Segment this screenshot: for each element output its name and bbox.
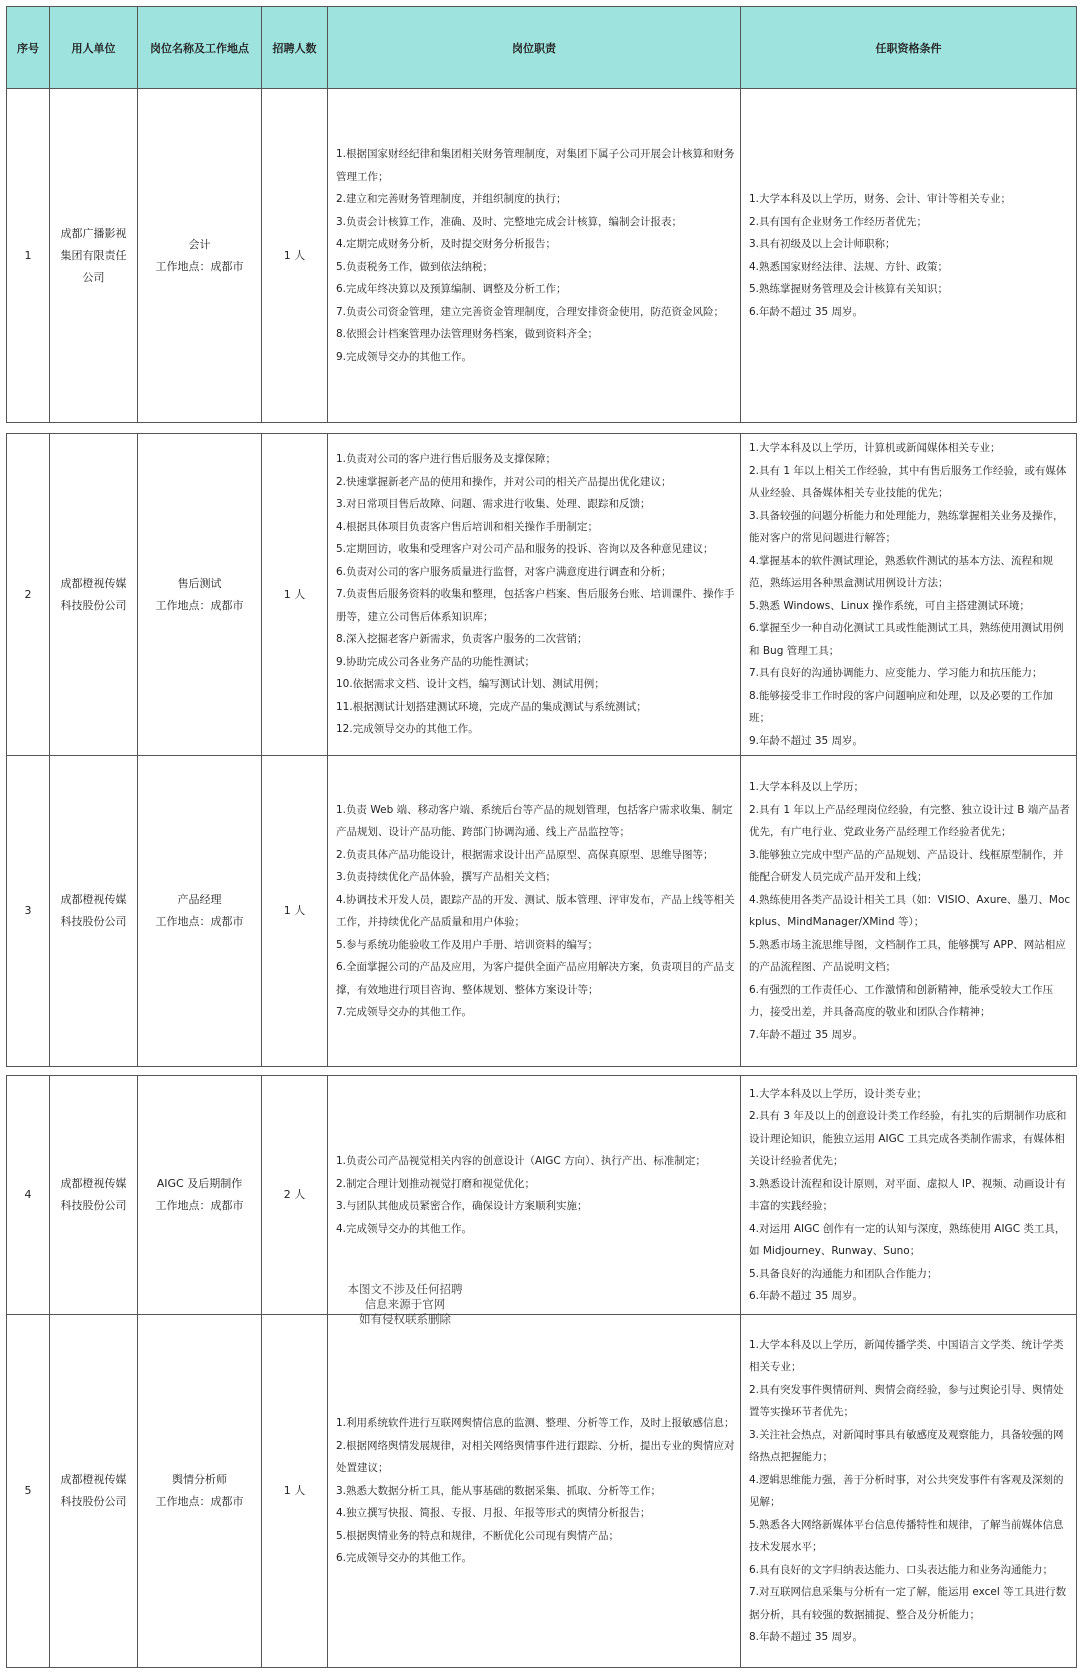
requirement-item: 3.能够独立完成中型产品的产品规划、产品设计、线框原型制作，并能配合研发人员完成产品开发和上线； (749, 848, 1064, 883)
duty-item: 5.负责税务工作，做到依法纳税； (336, 260, 494, 273)
row-position: 产品经理 (177, 893, 222, 906)
header-company: 用人单位 (50, 7, 138, 89)
requirement-item: 6.掌握至少一种自动化测试工具或性能测试工具，熟练使用测试用例和 Bug 管理工具； (749, 622, 1064, 657)
requirement-item: 5.熟悉 Windows、Linux 操作系统，可自主搭建测试环境； (749, 599, 1030, 612)
header-duties: 岗位职责 (328, 7, 741, 89)
requirement-item: 4.熟悉国家财经法律、法规、方针、政策； (749, 260, 949, 273)
requirement-item: 8.能够接受非工作时段的客户问题响应和处理，以及必要的工作加班； (749, 689, 1054, 724)
job-table-segment-2 (6, 433, 1077, 1067)
row-requirements (741, 434, 1077, 756)
table-row (7, 89, 1077, 423)
row-position-cell (138, 1076, 262, 1315)
row-position: 舆情分析师 (172, 1473, 227, 1486)
row-company: 成都橙视传媒科技股份公司 (50, 1315, 138, 1668)
requirement-item: 5.具备良好的沟通能力和团队合作能力； (749, 1267, 938, 1280)
requirement-item: 2.具有 1 年以上产品经理岗位经验，有完整、独立设计过 B 端产品者优先，有广电行业、党政业务产品经理工作经验者优先； (749, 803, 1070, 838)
duty-item: 9.协助完成公司各业务产品的功能性测试； (336, 655, 536, 668)
row-count: 1 人 (262, 756, 328, 1067)
duty-item: 2.快速掌握新老产品的使用和操作，并对公司的相关产品提出优化建议； (336, 475, 672, 488)
row-company: 成都橙视传媒科技股份公司 (50, 434, 138, 756)
table-row (7, 756, 1077, 1067)
requirement-item: 4.熟练使用各类产品设计相关工具（如：VISIO、Axure、墨刀、Mockplus、MindManager/XMind 等）； (749, 893, 1071, 928)
requirement-item: 3.熟悉设计流程和设计原则，对平面、虚拟人 IP、视频、动画设计有丰富的实践经验； (749, 1177, 1066, 1212)
row-location: 工作地点：成都市 (155, 598, 244, 612)
requirement-item: 9.年龄不超过 35 周岁。 (749, 734, 864, 747)
requirement-item: 2.具有 3 年及以上的创意设计类工作经验，有扎实的后期制作功底和设计理论知识，能独立运用 AIGC 工具完成各类制作需求，有媒体相关设计经验者优先； (749, 1110, 1067, 1167)
header-no: 序号 (7, 7, 50, 89)
duty-item: 7.完成领导交办的其他工作。 (336, 1006, 473, 1018)
row-position-cell (138, 756, 262, 1067)
duty-item: 3.与团队其他成员紧密合作，确保设计方案顺利实施； (336, 1200, 588, 1212)
requirement-item: 5.熟练掌握财务管理及会计核算有关知识； (749, 283, 949, 295)
duty-item: 4.完成领导交办的其他工作。 (336, 1222, 473, 1235)
duty-item: 4.定期完成财务分析，及时提交财务分析报告； (336, 238, 557, 250)
duty-item: 1.利用系统软件进行互联网舆情信息的监测、整理、分析等工作，及时上报敏感信息； (336, 1417, 735, 1430)
row-duties (328, 89, 741, 423)
duty-item: 1.负责 Web 端、移动客户端、系统后台等产品的规划管理，包括客户需求收集、制定产品规划、设计产品功能、跨部门协调沟通、线上产品监控等； (336, 803, 733, 838)
requirement-item: 1.大学本科及以上学历，计算机或新闻媒体相关专业； (749, 442, 1001, 454)
duty-item: 12.完成领导交办的其他工作。 (336, 723, 479, 736)
row-count: 2 人 (262, 1076, 328, 1315)
requirement-item: 7.对互联网信息采集与分析有一定了解，能运用 excel 等工具进行数据分析，具有较强的数据捕捉、整合及分析能力； (749, 1586, 1067, 1621)
duty-item: 6.全面掌握公司的产品及应用，为客户提供全面产品应用解决方案，负责项目的产品支撑，有效地进行项目咨询、整体规划、整体方案设计等； (336, 961, 735, 996)
duty-item: 7.负责公司资金管理，建立完善资金管理制度，合理安排资金使用，防范资金风险； (336, 305, 725, 318)
duty-item: 5.根据舆情业务的特点和规律，不断优化公司现有舆情产品； (336, 1529, 620, 1542)
row-requirements (741, 1315, 1077, 1668)
row-duties (328, 434, 741, 756)
watermark-line: 本图文不涉及任何招聘 (347, 1282, 463, 1296)
watermark-line: 信息来源于官网 (364, 1297, 446, 1311)
duty-item: 5.定期回访，收集和受理客户对公司产品和服务的投诉、咨询以及各种意见建议； (336, 543, 714, 556)
row-location: 工作地点：成都市 (155, 915, 244, 928)
table-row (7, 1076, 1077, 1315)
requirement-item: 4.掌握基本的软件测试理论，熟悉软件测试的基本方法、流程和规范，熟练运用各种黑盒测试用例设计方法； (749, 554, 1054, 589)
row-no: 3 (7, 756, 50, 1067)
duty-item: 7.负责售后服务资料的收集和整理，包括客户档案、售后服务台账、培训课件、操作手册等，建立公司售后体系知识库； (336, 588, 735, 623)
requirement-item: 4.对运用 AIGC 创作有一定的认知与深度，熟练使用 AIGC 类工具，如 Midjourney、Runway、Suno； (749, 1222, 1066, 1257)
duty-item: 6.完成年终决算以及预算编制、调整及分析工作； (336, 283, 567, 295)
requirement-item: 7.具有良好的沟通协调能力、应变能力、学习能力和抗压能力； (749, 667, 1043, 679)
duty-item: 5.参与系统功能验收工作及用户手册、培训资料的编写； (336, 938, 599, 951)
duty-item: 3.熟悉大数据分析工具，能从事基础的数据采集、抓取、分析等工作； (336, 1484, 662, 1497)
row-requirements (741, 1076, 1077, 1315)
duty-item: 2.建立和完善财务管理制度，并组织制度的执行； (336, 193, 567, 205)
requirement-item: 2.具有 1 年以上相关工作经验，其中有售后服务工作经验，或有媒体从业经验、具备媒体相关专业技能的优先； (749, 464, 1067, 499)
row-company: 成都橙视传媒科技股份公司 (50, 1076, 138, 1315)
header-requirements: 任职资格条件 (741, 7, 1077, 89)
requirement-item: 1.大学本科及以上学历，新闻传播学类、中国语言文学类、统计学类相关专业； (749, 1338, 1064, 1373)
row-duties (328, 1315, 741, 1668)
requirement-item: 3.具备较强的问题分析能力和处理能力，熟练掌握相关业务及操作，能对客户的常见问题进行解答； (749, 509, 1064, 544)
row-position-cell (138, 89, 262, 423)
row-count: 1 人 (262, 1315, 328, 1668)
table-row (7, 434, 1077, 756)
row-count: 1 人 (262, 89, 328, 423)
requirement-item: 8.年龄不超过 35 周岁。 (749, 1631, 864, 1643)
row-position: 会计 (188, 237, 211, 251)
table-header-row (7, 7, 1077, 89)
requirement-item: 2.具有突发事件舆情研判、舆情会商经验，参与过舆论引导、舆情处置等实操环节者优先； (749, 1383, 1064, 1418)
watermark-notice (330, 1282, 480, 1327)
row-company: 成都广播影视集团有限责任公司 (50, 89, 138, 423)
row-company: 成都橙视传媒科技股份公司 (50, 756, 138, 1067)
row-position-cell (138, 1315, 262, 1668)
requirement-item: 1.大学本科及以上学历，财务、会计、审计等相关专业； (749, 193, 1012, 205)
row-no: 5 (7, 1315, 50, 1668)
row-position-cell (138, 434, 262, 756)
duty-item: 8.依照会计档案管理办法管理财务档案，做到资料齐全； (336, 328, 599, 340)
duty-item: 2.制定合理计划推动视觉打磨和视觉优化； (336, 1177, 536, 1190)
duty-item: 2.根据网络舆情发展规律，对相关网络舆情事件进行跟踪、分析，提出专业的舆情应对处置建议； (336, 1439, 735, 1475)
row-position: AIGC 及后期制作 (156, 1177, 243, 1190)
requirement-item: 2.具有国有企业财务工作经历者优先； (749, 215, 928, 228)
row-requirements (741, 89, 1077, 423)
requirement-item: 6.具有良好的文字归纳表达能力、口头表达能力和业务沟通能力； (749, 1563, 1054, 1576)
requirement-item: 5.熟悉各大网络新媒体平台信息传播特性和规律，了解当前媒体信息技术发展水平； (749, 1518, 1064, 1553)
row-location: 工作地点：成都市 (155, 1199, 244, 1212)
watermark-line: 如有侵权联系删除 (359, 1312, 451, 1326)
row-count: 1 人 (262, 434, 328, 756)
header-position: 岗位名称及工作地点 (138, 7, 262, 89)
row-no: 2 (7, 434, 50, 756)
duty-item: 1.负责对公司的客户进行售后服务及支撑保障； (336, 453, 557, 466)
row-duties (328, 756, 741, 1067)
duty-item: 3.负责持续优化产品体验，撰写产品相关文档； (336, 871, 557, 883)
duty-item: 1.负责公司产品视觉相关内容的创意设计（AIGC 方向）、执行产出、标准制定； (336, 1155, 706, 1167)
row-location: 工作地点：成都市 (155, 1495, 244, 1508)
row-duties (328, 1076, 741, 1315)
requirement-item: 6.年龄不超过 35 周岁。 (749, 1290, 864, 1302)
requirement-item: 4.逻辑思维能力强，善于分析时事，对公共突发事件有客观及深刻的见解； (749, 1473, 1064, 1508)
duty-item: 10.依据需求文档、设计文档，编写测试计划、测试用例； (336, 678, 605, 691)
duty-item: 6.负责对公司的客户服务质量进行监督，对客户满意度进行调查和分析； (336, 565, 672, 578)
row-no: 4 (7, 1076, 50, 1315)
duty-item: 3.对日常项目售后故障、问题、需求进行收集、处理、跟踪和反馈； (336, 498, 651, 511)
requirement-item: 5.熟悉市场主流思维导图，文档制作工具，能够撰写 APP、网站相应的产品流程图、产品说明文档； (749, 938, 1066, 973)
duty-item: 2.负责具体产品功能设计，根据需求设计出产品原型、高保真原型、思维导图等； (336, 848, 714, 861)
requirement-item: 6.年龄不超过 35 周岁。 (749, 305, 864, 318)
duty-item: 1.根据国家财经纪律和集团相关财务管理制度，对集团下属子公司开展会计核算和财务管理工作； (336, 148, 735, 183)
row-requirements (741, 756, 1077, 1067)
duty-item: 4.协调技术开发人员，跟踪产品的开发、测试、版本管理、评审发布，产品上线等相关工作，并持续优化产品质量和用户体验； (336, 893, 735, 928)
row-no: 1 (7, 89, 50, 423)
duty-item: 4.根据具体项目负责客户售后培训和相关操作手册制定； (336, 520, 599, 533)
job-table-segment-3 (6, 1075, 1077, 1668)
requirement-item: 1.大学本科及以上学历，设计类专业； (749, 1087, 928, 1100)
requirement-item: 3.关注社会热点，对新闻时事具有敏感度及观察能力，具备较强的网络热点把握能力； (749, 1428, 1064, 1463)
duty-item: 4.独立撰写快报、简报、专报、月报、年报等形式的舆情分析报告； (336, 1507, 651, 1520)
duty-item: 6.完成领导交办的其他工作。 (336, 1552, 473, 1565)
row-position: 售后测试 (177, 576, 222, 590)
duty-item: 11.根据测试计划搭建测试环境，完成产品的集成测试与系统测试； (336, 700, 647, 713)
requirement-item: 1.大学本科及以上学历； (749, 781, 865, 793)
header-count: 招聘人数 (262, 7, 328, 89)
requirement-item: 6.有强烈的工作责任心、工作激情和创新精神，能承受较大工作压力，接受出差，并具备高度的敬业和团队合作精神； (749, 983, 1054, 1018)
duty-item: 3.负责会计核算工作，准确、及时、完整地完成会计核算，编制会计报表； (336, 215, 683, 228)
row-location: 工作地点：成都市 (155, 259, 244, 273)
job-table-segment-1 (6, 6, 1077, 423)
table-row (7, 1315, 1077, 1668)
requirement-item: 3.具有初级及以上会计师职称； (749, 238, 896, 250)
duty-item: 8.深入挖掘老客户新需求，负责客户服务的二次营销； (336, 633, 588, 646)
requirement-item: 7.年龄不超过 35 周岁。 (749, 1028, 864, 1041)
duty-item: 9.完成领导交办的其他工作。 (336, 350, 473, 363)
